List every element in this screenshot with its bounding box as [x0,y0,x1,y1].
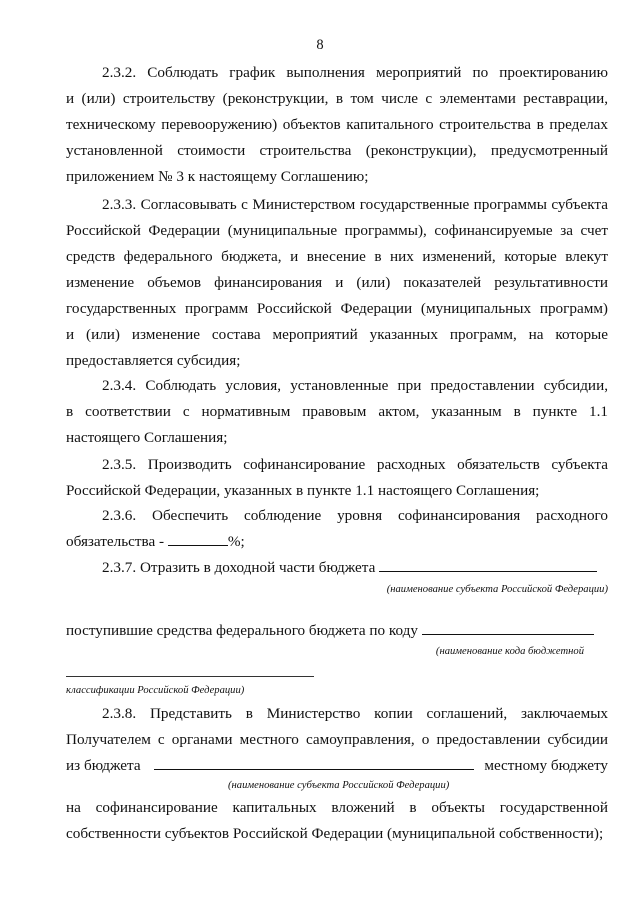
paragraph-2-3-7-code [66,618,608,644]
line: государственных программ Российской Федерации (муниципальных программ) [66,300,608,317]
caption-subject: (наименование субъекта Российской Федерации) [386,584,608,595]
line: Российской Федерации, указанных в пункте 1.1 настоящего Соглашения; [66,482,540,499]
caption-subject-2: (наименование субъекта Российской Федерации) [228,780,450,791]
percent-sign: %; [227,533,245,550]
line: 2.3.4. Соблюдать условия, установленные при предоставлении субсидии, [102,377,608,394]
paragraph-2-3-7 [66,555,608,581]
line: на софинансирование капитальных вложений в объекты государственной [66,799,608,816]
line: и (или) строительству (реконструкции, в том числе с элементами реставрации, [66,90,608,107]
caption-code-2: классификации Российской Федерации) [66,685,245,696]
paragraph-2-3-2 [66,60,608,190]
line: 2.3.2. Соблюдать график выполнения мероприятий по проектированию [102,64,608,81]
line: поступившие средства федерального бюджета по коду [66,622,418,639]
paragraph-2-3-8 [66,701,608,779]
line: 2.3.8. Представить в Министерство копии соглашений, заключаемых [102,705,608,722]
line: приложением № 3 к настоящему Соглашению; [66,168,369,185]
budget-subject-blank [379,557,597,572]
line: и (или) изменение состава мероприятий указанных программ, на которые [66,326,608,343]
line: 2.3.3. Согласовывать с Министерством государственные программы субъекта [102,196,608,213]
page-number: 8 [316,37,324,53]
paragraph-2-3-8-cont [66,795,608,847]
line: в соответствии с нормативным правовым актом, указанным в пункте 1.1 [66,403,608,420]
obligation-label: обязательства - [66,533,165,550]
line: Получателем с органами местного самоуправления, о предоставлении субсидии [66,731,608,748]
paragraph-2-3-6 [66,503,608,555]
budget-code-blank [422,620,594,635]
line: 2.3.6. Обеспечить соблюдение уровня софинансирования расходного [102,507,608,524]
line: изменение объемов финансирования и (или) показателей результативности [66,274,608,291]
caption-code-1: (наименование кода бюджетной [435,646,584,657]
line: Российской Федерации (муниципальные программы), софинансируемые за счет [66,222,608,239]
subject-budget-blank [154,755,474,770]
line: 2.3.5. Производить софинансирование расходных обязательств субъекта [102,456,608,473]
from-budget-label: из бюджета [66,757,141,774]
line: настоящего Соглашения; [66,429,228,446]
percent-blank [168,531,228,546]
code-continuation-line [66,676,314,677]
local-budget-label: местному бюджету [484,757,609,774]
paragraph-2-3-3 [66,192,608,374]
line: средств федерального бюджета, и внесение в них изменений, которые влекут [66,248,608,265]
paragraph-2-3-4 [66,373,608,451]
line: предоставляется субсидия; [66,352,241,369]
line: 2.3.7. Отразить в доходной части бюджета [102,559,376,576]
paragraph-2-3-5 [66,452,608,504]
line: собственности субъектов Российской Федерации (муниципальной собственности); [66,825,604,842]
line: установленной стоимости строительства (реконструкции), предусмотренный [66,142,608,159]
line: техническому перевооружению) объектов капитального строительства в пределах [66,116,608,133]
